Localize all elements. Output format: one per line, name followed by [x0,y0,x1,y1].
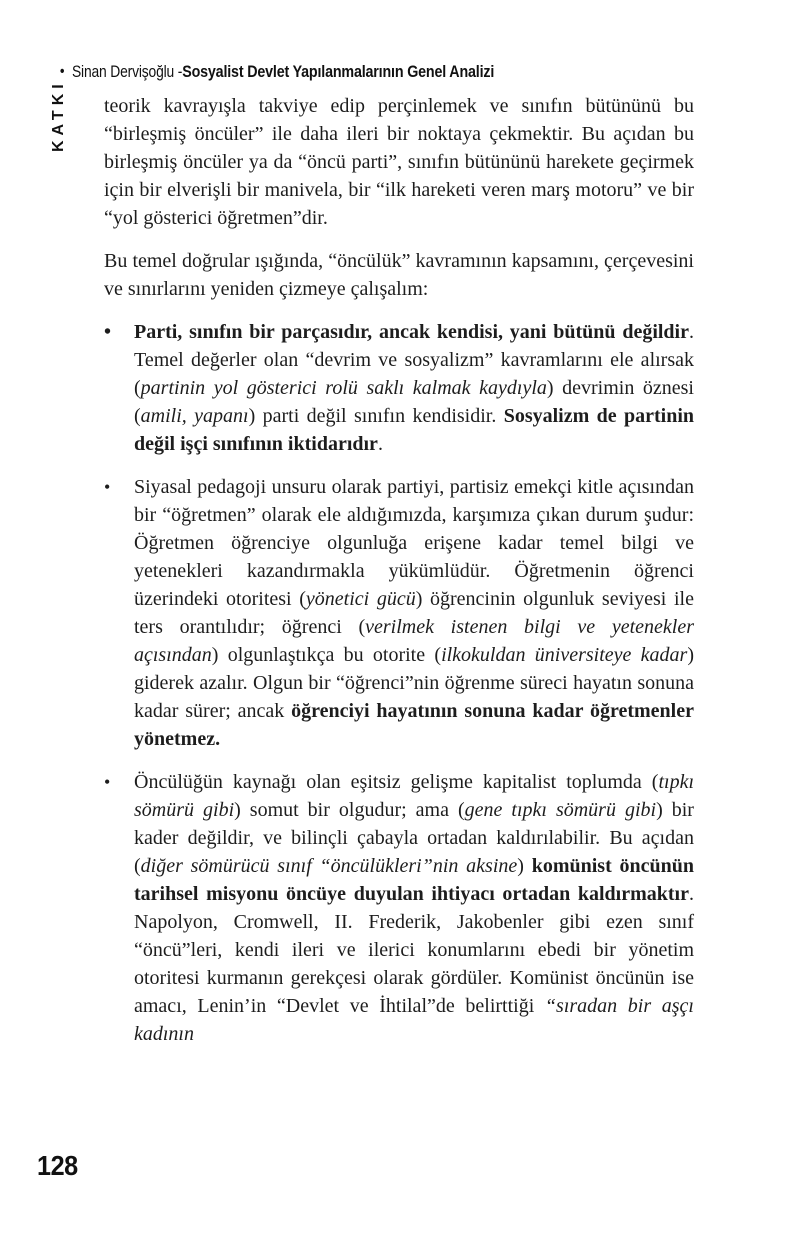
text-run: Bu temel doğrular ışığında, “öncülük” kavramının kapsamını, çerçevesini ve sınırlarını yeniden çizmeye çalışalım: [104,250,694,300]
text-run: ) parti değil sınıfın kendisidir. [248,405,504,427]
bullet-marker-icon: • [104,477,111,497]
header-author: Sinan Dervişoğlu - [71,63,183,81]
text-run: Siyasal pedagoji unsuru olarak partiyi, partisiz emekçi kitle açısından bir “öğretmen” olarak ele aldığımızda, karşımıza çıkan durum şudur: Öğretmen öğrenciye olgunluğa erişene kadar temel bilgi ve yetenekleri kazandırmakla yükümlüdür. Öğretmenin öğrenci üzerindeki otoritesi ( [134,476,694,610]
bullet-marker-icon: • [104,321,112,343]
text-run: Sosyalizm de partinin değil işçi sınıfının iktidarıdır [134,405,695,455]
bullet-text [134,318,694,458]
text-run: ) devrimin öznesi ( [134,377,694,427]
bullet-item [104,768,694,1048]
margin-tab-katki: KATKI [50,79,67,152]
text-run: . Temel değerler olan “devrim ve sosyalizm” kavramlarını ele alırsak ( [134,321,694,399]
text-run: . Napolyon, Cromwell, II. Frederik, Jakobenler gibi ezen sınıf “öncü”leri, kendi ileri ve ilerici konumlarını ebedi bir yönetim otoritesi kurmanın gerekçesi olarak gördüler. Komünist öncünün ise amacı, Lenin’in “Devlet ve İhtilal”de belirttiği [134,883,694,1017]
text-run: verilmek istenen bilgi ve yetenekler açısından [134,616,694,666]
bullet-item [104,318,694,458]
text-run: öğrenciyi hayatının sonuna kadar öğretmenler yönetmez. [134,700,694,750]
text-run: “sıradan bir aşçı kadının [134,995,694,1045]
bullet-text [134,768,694,1048]
text-run: ) bir kader değildir, ve bilinçli çabayla ortadan kaldırılabilir. Bu açıdan ( [134,799,694,877]
text-run: teorik kavrayışla takviye edip perçinlemek ve sınıfın bütününü bu “birleşmiş öncüler” ile daha ileri bir noktaya çekmektir. Bu açıdan bu birleşmiş öncüler ya da “öncü parti”, sınıfın bütününü harekete geçirmek için bir elverişli bir manivela, bir “ilk hareketi veren marş motoru” ve bir “yol gösterici öğretmen”dir. [104,95,694,229]
text-run: partinin yol gösterici rolü saklı kalmak kaydıyla [140,377,547,399]
paragraph [104,92,694,232]
text-run: Parti, sınıfın bir parçasıdır, ancak kendisi, yani bütünü değildir [134,321,689,343]
text-run: . [377,433,383,455]
bullet-marker-icon: • [104,772,111,792]
text-run: ) somut bir olgudur; ama ( [234,799,465,821]
text-run: Öncülüğün kaynağı olan eşitsiz gelişme kapitalist toplumda ( [134,771,659,793]
text-run: ) öğrencinin olgunluk seviyesi ile ters orantılıdır; öğrenci ( [134,588,694,638]
running-header [60,62,494,82]
page-number: 128 [37,1150,78,1181]
header-title: Sosyalist Devlet Yapılanmalarının Genel Analizi [182,62,495,81]
header-bullet-icon: • [60,63,65,80]
text-run: tıpkı sömürü gibi [134,771,694,821]
text-run: ) [517,855,532,877]
body-text [104,92,694,1048]
text-run: ilkokuldan üniversiteye kadar [441,644,688,666]
text-run: ) olgunlaştıkça bu otorite ( [211,644,442,666]
text-run: yönetici gücü [305,588,416,610]
bullet-text [134,473,694,753]
text-run: komünist öncünün tarihsel misyonu öncüye duyulan ihtiyacı ortadan kaldırmaktır [134,855,694,905]
text-run: amili, yapanı [140,405,249,427]
text-run: diğer sömürücü sınıf “öncülükleri”nin aksine [140,855,518,877]
paragraph [104,247,694,303]
bullet-item [104,473,694,753]
text-run: gene tıpkı sömürü gibi [464,799,657,821]
text-run: ) giderek azalır. Olgun bir “öğrenci”nin öğrenme süreci hayatın sonuna kadar sürer; ancak [134,644,694,722]
